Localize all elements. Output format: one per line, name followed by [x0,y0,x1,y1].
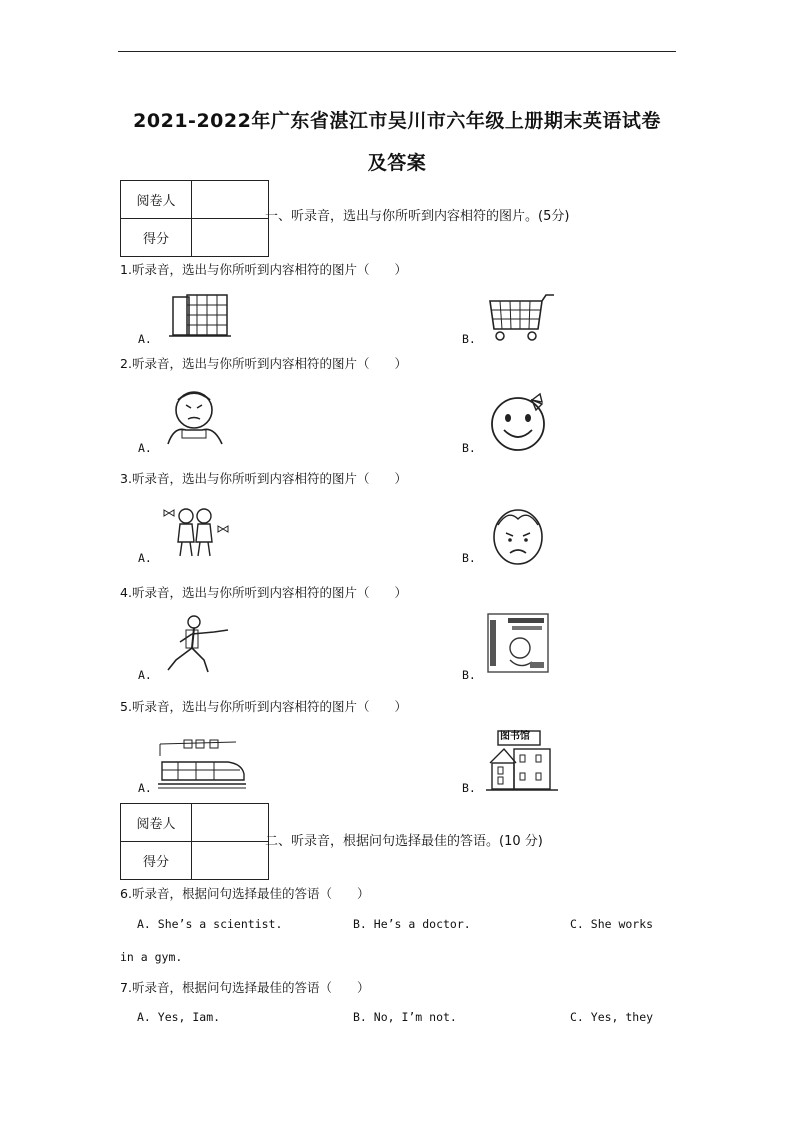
option-b[interactable]: B. He’s a doctor. [353,917,471,931]
option-a[interactable]: A. Yes, Iam. [137,1010,221,1024]
section-heading: 一、听录音，选出与你所听到内容相符的图片。(5分) [265,209,570,224]
score-table [120,803,269,880]
question-5: 5.听录音，选出与你所听到内容相符的图片（ ） [120,699,407,714]
question-4: 4.听录音，选出与你所听到内容相符的图片（ ） [120,585,407,600]
children-walking-icon[interactable] [160,500,230,560]
score-table [120,180,269,257]
option-a-label[interactable]: A. [138,551,152,565]
option-a-label[interactable]: A. [138,441,152,455]
header-rule [118,51,676,52]
option-b-label[interactable]: B. [462,781,476,795]
library-icon[interactable] [484,729,568,793]
book-cover-icon[interactable] [486,612,552,674]
option-b-label[interactable]: B. [462,668,476,682]
question-2: 2.听录音，选出与你所听到内容相符的图片（ ） [120,356,407,371]
reviewer-label: 阅卷人 [121,181,192,219]
option-b[interactable]: B. No, I’m not. [353,1010,457,1024]
building-icon[interactable] [165,291,233,339]
option-b-label[interactable]: B. [462,441,476,455]
angry-boy-icon[interactable] [160,386,232,446]
kungfu-man-icon[interactable] [164,612,236,674]
reviewer-cell[interactable] [192,804,269,842]
option-a[interactable]: A. She’s a scientist. [137,917,283,931]
option-c[interactable]: C. She works [570,917,654,931]
score-label: 得分 [121,219,192,257]
section-heading: 二、听录音，根据问句选择最佳的答语。(10 分) [265,834,543,849]
train-icon[interactable] [156,738,248,790]
option-c[interactable]: C. Yes, they [570,1010,654,1024]
page-title: 2021-2022年广东省湛江市吴川市六年级上册期末英语试卷 [133,110,661,132]
sad-face-icon[interactable] [488,505,550,567]
question-3: 3.听录音，选出与你所听到内容相符的图片（ ） [120,471,407,486]
smiling-face-icon[interactable] [486,390,554,452]
reviewer-label: 阅卷人 [121,804,192,842]
question-1: 1.听录音，选出与你所听到内容相符的图片（ ） [120,262,407,277]
option-a-label[interactable]: A. [138,781,152,795]
question-7: 7.听录音，根据问句选择最佳的答语（ ） [120,980,370,995]
score-label: 得分 [121,842,192,880]
option-a-label[interactable]: A. [138,668,152,682]
shopping-cart-icon[interactable] [484,291,556,343]
library-sign: 图书馆 [500,731,530,742]
score-cell[interactable] [192,842,269,880]
option-c-continued: in a gym. [120,950,183,964]
question-6: 6.听录音，根据问句选择最佳的答语（ ） [120,886,370,901]
option-b-label[interactable]: B. [462,332,476,346]
option-a-label[interactable]: A. [138,332,152,346]
reviewer-cell[interactable] [192,181,269,219]
option-b-label[interactable]: B. [462,551,476,565]
page-title-line2: 及答案 [367,152,427,174]
score-cell[interactable] [192,219,269,257]
